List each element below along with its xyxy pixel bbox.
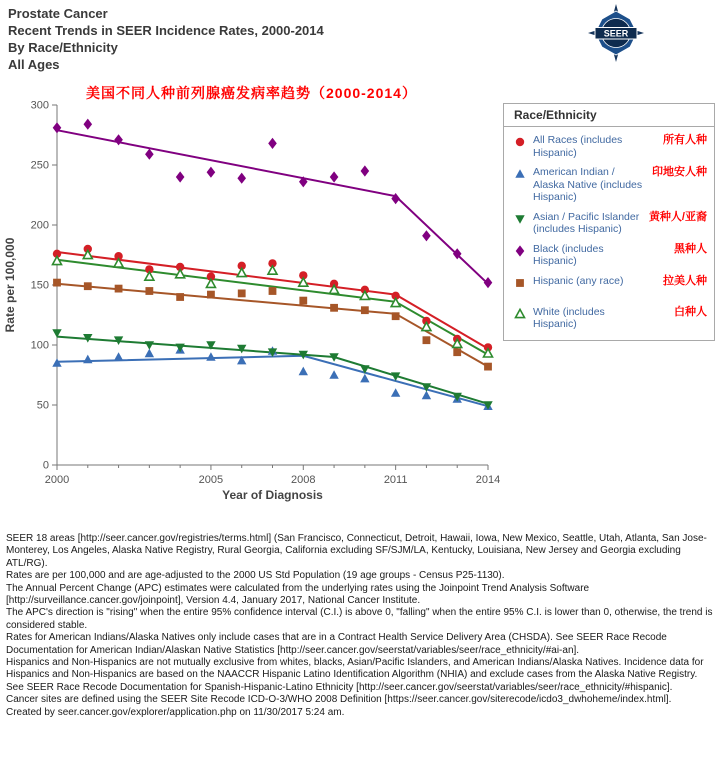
legend-label: Asian / Pacific Islander (includes Hispanic) — [533, 210, 640, 235]
legend-label: All Races (includes Hispanic) — [533, 134, 623, 159]
legend-item-3 — [512, 211, 709, 236]
svg-text:2014: 2014 — [475, 474, 500, 486]
legend-annotation-cn: 拉美人种 — [663, 274, 707, 287]
title-cancer-site: Prostate Cancer — [8, 6, 108, 21]
triangle-up-marker-icon — [512, 166, 528, 182]
svg-text:2005: 2005 — [198, 474, 224, 486]
incidence-trend-chart — [0, 96, 500, 510]
legend-annotation-cn: 黑种人 — [674, 242, 707, 255]
legend-items — [504, 127, 714, 340]
legend-label: Hispanic (any race) — [533, 274, 624, 287]
diamond-marker-icon — [512, 243, 528, 259]
triangle-down-marker-icon — [512, 211, 528, 227]
square-marker-icon — [512, 275, 528, 291]
legend-item-5 — [512, 275, 709, 299]
chinese-subtitle: 美国不同人种前列腺癌发病率趋势（2000-2014） — [86, 85, 417, 101]
svg-text:250: 250 — [30, 159, 49, 172]
legend-annotation-cn: 黄种人/亚裔 — [648, 210, 707, 223]
footnote-apc-direction: The APC's direction is "rising" when the entire 95% confidence interval (C.I.) is above 0, "falling" when the entire 95% C.I. is lower than 0, otherwise, the trend is considered stable. — [6, 607, 713, 631]
svg-text:50: 50 — [36, 399, 49, 412]
legend-label: American Indian / Alaska Native (includes Hispanic) — [533, 166, 643, 203]
svg-text:2011: 2011 — [383, 474, 408, 486]
title-stratification: By Race/Ethnicity — [8, 40, 118, 55]
footnote-sites: Cancer sites are defined using the SEER Site Recode ICD-O-3/WHO 2008 Definition [https://seer.cancer.gov/siterecode/icdo3_dwhoheme/index.html]. — [6, 694, 672, 706]
svg-text:2008: 2008 — [291, 474, 316, 486]
footnote-aian: Rates for American Indians/Alaska Natives only include cases that are in a Contract Health Service Delivery Area (CHSDA). See SEER Race Recode Documentation for American Indian/Alaskan Native Statistics [http://seer.cancer.gov/seerstat/variables/seer/race_ethnicity/#ai-an]. — [6, 632, 667, 656]
svg-text:150: 150 — [30, 279, 49, 292]
legend-annotation-cn: 印地安人种 — [652, 166, 707, 178]
legend-item-4 — [512, 243, 709, 268]
footnote-apc: The Annual Percent Change (APC) estimates were calculated from the underlying rates using the Joinpoint Trend Analysis Software [http://surveillance.cancer.gov/joinpoint], Version 4.4, January 2017, National Cancer Institute. — [6, 582, 590, 607]
chart-titles — [8, 5, 324, 73]
footnote-hispanic: Hispanics and Non-Hispanics are not mutually exclusive from whites, blacks, Asian/Pacific Islanders, and American Indians/Alaska Natives. Incidence data for Hispanics and Non-Hispanics are based on the NAACCR Hispanic Latino Identification Algorithm (NHIA) and exclude cases from the Alaska Native Registry. See SEER Race Recode Documentation for Spanish-Hispanic-Latino Ethnicity [http://seer.cancer.gov/seerstat/variables/seer/race_ethnicity/#hispanic]. — [6, 657, 704, 693]
svg-text:2000: 2000 — [44, 474, 70, 486]
legend-annotation-cn: 白种人 — [674, 305, 707, 318]
legend-title: Race/Ethnicity — [504, 104, 714, 127]
svg-text:Year of Diagnosis: Year of Diagnosis — [222, 488, 323, 502]
svg-text:Rate per 100,000: Rate per 100,000 — [3, 237, 17, 333]
legend-label: Black (includes Hispanic) — [533, 242, 604, 267]
title-ages: All Ages — [8, 57, 60, 72]
title-trend-line: Recent Trends in SEER Incidence Rates, 2000-2014 — [8, 23, 324, 38]
svg-text:0: 0 — [42, 459, 49, 472]
footnotes — [6, 533, 715, 719]
legend-item-1 — [512, 134, 709, 159]
seer-logo-icon — [588, 3, 644, 63]
legend-label: White (includes Hispanic) — [533, 305, 605, 330]
circle-marker-icon — [512, 134, 528, 150]
svg-text:300: 300 — [30, 99, 49, 112]
legend-box — [503, 103, 715, 341]
legend-annotation-cn: 所有人种 — [663, 134, 707, 146]
footnote-created: Created by seer.cancer.gov/explorer/application.php on 11/30/2017 5:24 am. — [6, 706, 345, 718]
triangle-up-open-marker-icon — [512, 306, 528, 322]
legend-item-2 — [512, 166, 709, 204]
svg-text:200: 200 — [30, 219, 49, 232]
legend-item-6 — [512, 306, 709, 331]
footnote-rates: Rates are per 100,000 and are age-adjusted to the 2000 US Std Population (19 age groups - Census P25-1130). — [6, 570, 505, 582]
seer-logo-text: SEER — [603, 28, 629, 39]
seer-logo — [588, 3, 644, 68]
footnote-seer-areas: SEER 18 areas [http://seer.cancer.gov/registries/terms.html] (San Francisco, Connecticut, Detroit, Hawaii, Iowa, New Mexico, Seattle, Utah, Atlanta, San Jose-Monterey, Los Angeles, Alaska Native Registry, Rural Georgia, California excluding SF/SJM/LA, Kentucky, Louisiana, New Jersey and Georgia excluding ATL/RG). — [6, 533, 707, 569]
svg-text:100: 100 — [30, 339, 49, 352]
